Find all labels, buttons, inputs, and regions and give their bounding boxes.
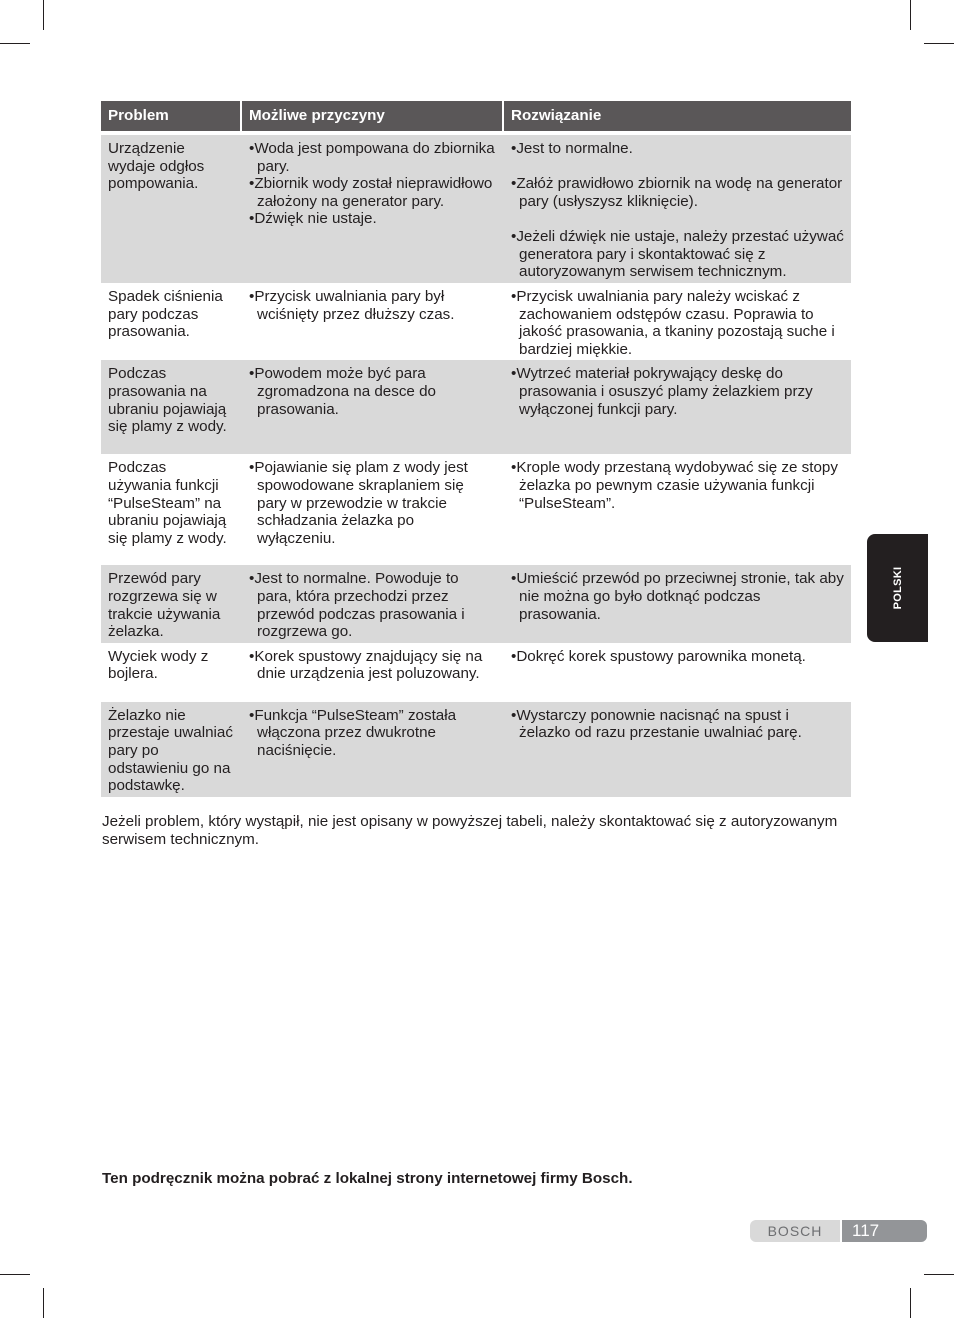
solution-item: •Jest to normalne.: [511, 140, 633, 157]
cause-item: •Powodem może być para zgromadzona na desce do prasowania.: [249, 365, 436, 418]
crop-mark: [910, 0, 911, 30]
cause-item: •Zbiornik wody został nieprawidłowo założony na generator pary.: [249, 175, 493, 210]
crop-mark: [43, 0, 44, 30]
table-row: [101, 283, 851, 360]
table-header-row: [101, 101, 851, 135]
language-tab-label: POLSKI: [891, 566, 904, 610]
page-number: 117: [842, 1220, 927, 1242]
problem-cell: Przewód pary rozgrzewa się w trakcie używania żelazka.: [101, 565, 240, 642]
table-row: [101, 135, 851, 283]
solution-item: •Dokręć korek spustowy parownika monetą.: [511, 647, 806, 665]
column-header-problem: Problem: [101, 101, 240, 135]
solution-item: •Załóż prawidłowo zbiornik na wodę na generator pary (usłyszysz kliknięcie).: [511, 175, 843, 210]
cause-item: •Dźwięk nie ustaje.: [249, 210, 377, 228]
solution-cell: [502, 454, 851, 565]
causes-cell: [240, 454, 502, 565]
solution-cell: [502, 360, 851, 454]
crop-mark: [924, 1274, 954, 1275]
cause-item: •Jest to normalne. Powoduje to para, która przechodzi przez przewód podczas prasowania i rozgrzewa go.: [249, 570, 465, 641]
cause-item: •Pojawianie się plam z wody jest spowodowane skraplaniem się pary w przewodzie w trakcie schładzania żelazka po wyłączeniu.: [249, 459, 468, 547]
causes-cell: [240, 643, 502, 702]
solution-item: •Wytrzeć materiał pokrywający deskę do prasowania i osuszyć plamy żelazkiem przy wyłączonej funkcji pary.: [511, 365, 813, 418]
solution-item: •Przycisk uwalniania pary należy wciskać z zachowaniem odstępów czasu. Poprawia to jakość prasowania, a tkaniny pozostają suche i bardziej miękkie.: [511, 288, 835, 358]
causes-cell: [240, 283, 502, 360]
causes-cell: [240, 702, 502, 797]
download-note: Ten podręcznik można pobrać z lokalnej strony internetowej firmy Bosch.: [102, 1170, 633, 1187]
solution-item: •Umieścić przewód po przeciwnej stronie, tak aby nie można go było dotknąć podczas prasowania.: [511, 570, 844, 623]
language-tab: [867, 534, 928, 642]
solution-item: •Jeżeli dźwięk nie ustaje, należy przestać używać generatora pary i skontaktować się z autoryzowanym serwisem technicznym.: [511, 227, 844, 281]
solution-cell: [502, 283, 851, 360]
solution-cell: [502, 135, 851, 283]
cause-item: •Woda jest pompowana do zbiornika pary.: [249, 140, 495, 175]
cause-item: •Funkcja “PulseSteam” została włączona przez dwukrotne naciśnięcie.: [249, 706, 457, 759]
problem-cell: Żelazko nie przestaje uwalniać pary po odstawieniu go na podstawkę.: [101, 702, 240, 797]
footer-brand: BOSCH: [750, 1220, 840, 1242]
table-row: [101, 360, 851, 454]
causes-cell: [240, 360, 502, 454]
crop-mark: [910, 1288, 911, 1318]
solution-cell: [502, 565, 851, 642]
problem-cell: Wyciek wody z bojlera.: [108, 647, 209, 683]
problem-cell: Spadek ciśnienia pary podczas prasowania.: [108, 288, 223, 341]
cause-item: •Przycisk uwalniania pary był wciśnięty przez dłuższy czas.: [249, 288, 455, 323]
solution-item: •Wystarczy ponownie nacisnąć na spust i żelazko od razu przestanie uwalniać parę.: [511, 706, 802, 742]
crop-mark: [924, 43, 954, 44]
cause-item: •Korek spustowy znajdujący się na dnie urządzenia jest poluzowany.: [249, 647, 483, 683]
table-row: [101, 565, 851, 642]
problem-cell: Podczas używania funkcji “PulseSteam” na ubraniu pojawiają się plamy z wody.: [108, 459, 227, 547]
solution-cell: [502, 702, 851, 797]
problem-cell: Podczas prasowania na ubraniu pojawiają się plamy z wody.: [101, 360, 240, 454]
column-header-solution: Rozwiązanie: [502, 101, 851, 135]
solution-cell: [502, 643, 851, 702]
causes-cell: [240, 135, 502, 283]
crop-mark: [0, 1274, 30, 1275]
causes-cell: [240, 565, 502, 642]
table-row: [101, 454, 851, 565]
table-row: [101, 702, 851, 797]
column-header-causes: Możliwe przyczyny: [240, 101, 502, 135]
table-row: [101, 643, 851, 702]
crop-mark: [0, 43, 30, 44]
solution-item: •Krople wody przestaną wydobywać się ze stopy żelazka po pewnym czasie używania funkcji “PulseSteam”.: [511, 459, 838, 512]
troubleshooting-table: [101, 101, 851, 797]
problem-cell: Urządzenie wydaje odgłos pompowania.: [101, 135, 240, 283]
crop-mark: [43, 1288, 44, 1318]
service-note: Jeżeli problem, który wystąpił, nie jest opisany w powyższej tabeli, należy skontaktować się z autoryzowanym serwisem technicznym.: [102, 813, 838, 848]
